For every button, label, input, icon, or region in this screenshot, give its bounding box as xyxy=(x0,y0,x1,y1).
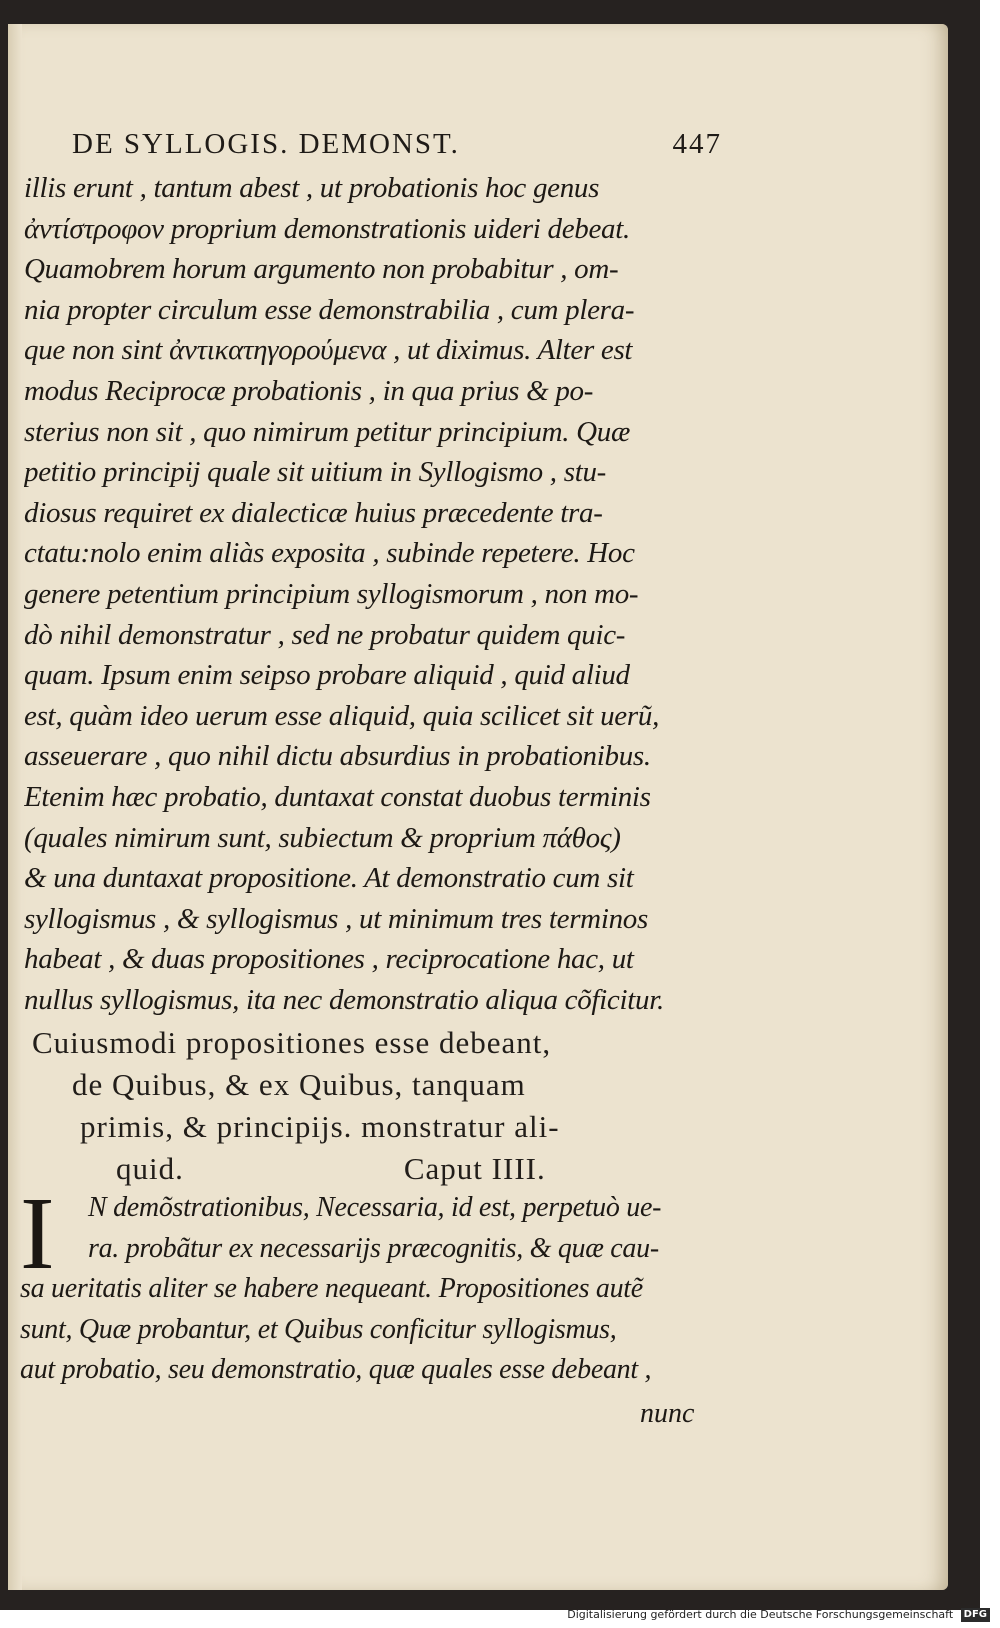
digitization-credit xyxy=(540,1606,990,1624)
text-line: ra. probãtur ex necessarijs præcognitis, & quæ cau- xyxy=(88,1232,659,1264)
text-line: diosus requiret ex dialecticæ huius præcedente tra- xyxy=(24,496,603,529)
credit-text: Digitalisierung gefördert durch die Deutsche Forschungsgemeinschaft xyxy=(567,1608,954,1621)
heading-line: de Quibus, & ex Quibus, tanquam xyxy=(72,1067,526,1102)
text-line: & una duntaxat propositione. At demonstratio cum sit xyxy=(24,862,634,895)
body-text xyxy=(24,168,729,1020)
running-title: DE SYLLOGIS. DEMONST. xyxy=(72,128,460,160)
text-line: habeat , & duas propositiones , reciprocatione hac, ut xyxy=(24,943,634,976)
chapter-text xyxy=(20,1176,730,1391)
text-line: quam. Ipsum enim seipso probare aliquid , quid aliud xyxy=(24,659,630,692)
text-line: nia propter circulum esse demonstrabilia , cum plera- xyxy=(24,293,635,326)
chapter-heading xyxy=(24,1022,729,1190)
text-line: sunt, Quæ probantur, et Quibus conficitur syllogismus, xyxy=(20,1313,617,1345)
chapter-number: Caput IIII. xyxy=(403,1151,546,1186)
text-line: ἀντίστροφον proprium demonstrationis uideri debeat. xyxy=(24,212,630,245)
catchword: nunc xyxy=(640,1398,695,1429)
text-line: est, quàm ideo uerum esse aliquid, quia scilicet sit uerũ, xyxy=(24,699,660,732)
heading-line-last xyxy=(24,1148,729,1190)
text-line: illis erunt , tantum abest , ut probationis hoc genus xyxy=(24,172,600,204)
text-line: Etenim hæc probatio, duntaxat constat duobus terminis xyxy=(24,780,651,813)
text-line: petitio principij quale sit uitium in Syllogismo , stu- xyxy=(24,456,607,489)
text-line: Quamobrem horum argumento non probabitur , om- xyxy=(24,253,619,286)
heading-line: quid. xyxy=(116,1151,184,1186)
dfg-logo: DFG xyxy=(961,1608,990,1622)
text-line: que non sint ἀντικατηγορούμενα , ut diximus. Alter est xyxy=(24,334,633,367)
text-line: N demõstrationibus, Necessaria, id est, perpetuò ue- xyxy=(88,1192,662,1223)
page-header xyxy=(72,128,722,170)
text-line: ctatu:nolo enim aliàs exposita , subinde repetere. Hoc xyxy=(24,537,635,570)
drop-cap-initial: I xyxy=(20,1176,55,1291)
text-line: modus Reciprocæ probationis , in qua prius & po- xyxy=(24,374,594,407)
text-line: asseuerare , quo nihil dictu absurdius in probationibus. xyxy=(24,740,651,773)
text-line: sterius non sit , quo nimirum petitur principium. Quæ xyxy=(24,415,631,448)
text-line: dò nihil demonstratur , sed ne probatur quidem quic- xyxy=(24,618,626,651)
heading-line: primis, & principijs. monstratur ali- xyxy=(80,1109,560,1144)
text-line: sa ueritatis aliter se habere nequeant. Propositiones autẽ xyxy=(20,1273,643,1305)
page-number: 447 xyxy=(672,128,722,160)
text-line: syllogismus , & syllogismus , ut minimum tres terminos xyxy=(24,902,648,935)
text-line: aut probatio, seu demonstratio, quæ quales esse debeant , xyxy=(20,1354,652,1386)
heading-line: Cuiusmodi propositiones esse debeant, xyxy=(32,1025,552,1060)
text-line: genere petentium principium syllogismorum , non mo- xyxy=(24,577,639,610)
text-line: (quales nimirum sunt, subiectum & proprium πάθος) xyxy=(24,821,621,854)
text-line: nullus syllogismus, ita nec demonstratio aliqua cõficitur. xyxy=(24,983,664,1016)
